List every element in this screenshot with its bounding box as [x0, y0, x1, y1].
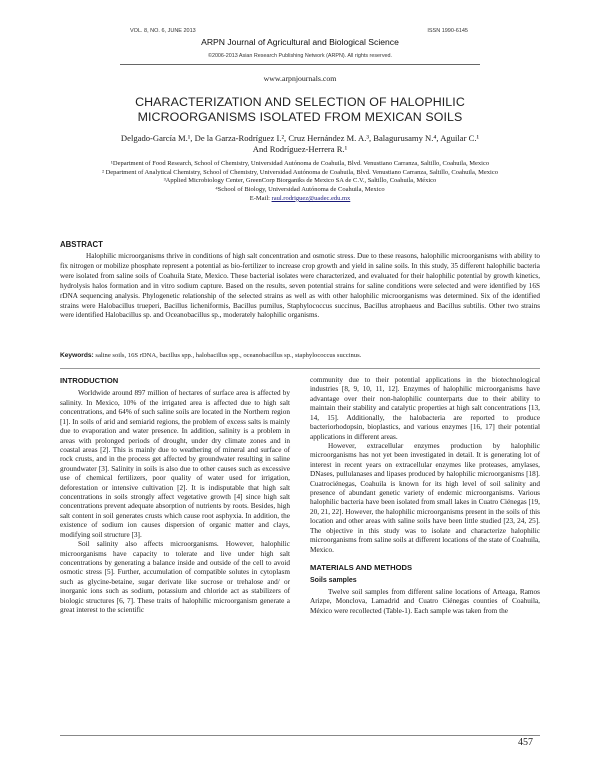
intro-paragraph-4: However, extracellular enzymes production by halophilic microorganisms has not yet been investigated in detail. It is generating lot of interest in recent years on extracellular enzymes like proteases, amylases, DNases, pullulanases and lipases produced by halophilic microorganisms [18]. Cuatrociénegas, Coahuila is known for its high level of soil salinity and presence of abundant genetic variety of endemic microorganisms. Various halophilic bacteria have been isolated from small lakes in Cuatro Ciénegas [19, 20, 21, 22]. However, the halophilic microorganisms present in the soils of this location and other areas with saline soils have been little studied [23, 24, 25]. The objective in this study was to isolate and characterize halophilic microorganisms from saline soils at different locations of the state of Coahuila, Mexico. [310, 441, 540, 554]
volume-info: VOL. 8, NO. 6, JUNE 2013 [130, 28, 196, 34]
issn: ISSN 1990-6145 [427, 28, 468, 34]
journal-name: ARPN Journal of Agricultural and Biological Science [201, 37, 399, 47]
affiliation-1: ¹Department of Food Research, School of Chemistry, Universidad Autónoma de Coahuila, Blvd. Venustiano Carranza, Saltillo, Coahuila, Mexico [110, 160, 490, 167]
email-label: E-Mail: [249, 194, 270, 202]
keywords-line [60, 352, 540, 359]
abstract-body: Halophilic microorganisms thrive in conditions of high salt concentration and osmotic stress. Due to these reasons, halophilic microorganisms with ability to fix nitrogen or mobilize phosphate represent a potential as bio-fertilizer to increase crop growth and yield in saline soils. In this study, 35 different halophilic bacteria were isolated from saline soils of Coahuila State, Mexico. These bacterial isolates were characterized, and evaluated for their halophilic potential by growth kinetics, hydrolysis halos formation and in vitro sodium capture. Based on the results, seven potential strains for saline conditions were selected and were identified by 16S rDNA sequencing analysis. Phylogenetic relationship of the selected strains as well as with other halophilic microorganisms was determined. Six of the identified strains were Halobacillus trueperi, Bacillus licheniformis, Bacillus pumilus, Staphylococcus succinus, Bacillus atrophaeus and Bacillus subtilis. Other two strains were identified Halobacillus sp. and Oceanobacillus sp., moderately halophilic organisms. [60, 252, 540, 320]
affiliation-2: ² Department of Analytical Chemistry, School of Chemistry, Universidad Autónoma de Coahuila, Blvd. Venustiano Carranza, Saltillo, Coahuila, Mexico [102, 168, 498, 176]
paper-title [60, 95, 540, 124]
email-link[interactable]: raul.rodriguez@uadec.edu.mx [271, 194, 351, 202]
intro-paragraph-3: community due to their potential applications in the biotechnological industries [8, 9, 10, 11, 12]. Enzymes of halophilic microorganisms have advantage over their non-halophilic counterparts due to their ability to maintain their stability and catalytic properties at high salt concentrations [13, 14, 15]. Additionally, the halobacteria are reported to produce bacteriorhodopsin, bioplastics, and various enzymes [16, 17] their potential applications in different areas. [310, 376, 540, 441]
authors-line-2: And Rodríguez-Herrera R.¹ [252, 144, 348, 154]
section-gap [310, 555, 540, 563]
running-header [130, 28, 468, 34]
methods-heading: MATERIALS AND METHODS [310, 563, 413, 573]
introduction-heading: INTRODUCTION [60, 376, 119, 385]
page-number: 457 [518, 737, 533, 748]
soil-samples-heading: Soils samples [310, 577, 357, 585]
copyright-notice: ©2006-2013 Asian Research Publishing Network (ARPN). All rights reserved. [207, 53, 393, 59]
left-column [60, 376, 290, 616]
intro-paragraph-2: Soil salinity also affects microorganisms. However, halophilic microorganisms have capacity to tolerate and live under high salt concentrations by generating a balance inside and outside of the cell to avoid osmotic stress [5]. Further, accumulation of compatible solutes in cytoplasm such as glycine-betaine, sugar derivate like sucrose or trehalose and/ or inorganic ions such as sodium, potassium and chloride act as stabilizers of biologic structures [6, 7]. These traits of halophilic microorganism generate a great interest to the scientific [60, 540, 290, 615]
contact-email-line [60, 195, 540, 204]
intro-paragraph-1: Worldwide around 897 million of hectares of surface area is affected by salinity. In Mexico, 10% of the irrigated area is affected due to high salt concentrations, and 64% of such saline soils are located in the Northern region [1]. In soils of arid and semiarid regions, the problem of excess salts is mainly due to evaporation and water presence. In addition, salinity is a problem in areas with prolonged periods of drought, under dry climate zones and in coastal areas [2]. This is mainly due to weathering of mineral and surface of rock crusts, and in the process get affected by groundwater resulting in saline groundwater [3]. Salinity in soils is also due to other causes such as excessive use of chemical fertilizers, poor quality of water used for irrigation, deforestation or intensive cultivation [2]. It is indisputable that high salt concentrations in soils strongly affect vegetative growth [4] since high salt concentrations prevent adequate absorption of nutrients by roots. Besides, high salt content in soil generates crusts which cause root asphyxia. In addition, the existence of sodium ion causes dispersion of organic matter and clays, modifying soil structure [3]. [60, 389, 290, 539]
right-column [310, 376, 540, 616]
title-line-2: MICROORGANISMS ISOLATED FROM MEXICAN SOILS [137, 109, 463, 124]
title-line-1: CHARACTERIZATION AND SELECTION OF HALOPHILIC [135, 95, 465, 109]
header-divider [120, 64, 480, 65]
methods-paragraph-1: Twelve soil samples from different saline locations of Arteaga, Ramos Arizpe, Monclova, Lamadrid and Cuatro Ciénegas counties of Coahuila, México were recollected (Table-1). Each sample was taken from the [310, 587, 540, 615]
journal-website[interactable]: www.arpnjournals.com [263, 74, 337, 83]
keywords-label: Keywords: [60, 352, 94, 359]
keywords-divider [60, 368, 540, 369]
footer-divider [60, 735, 540, 736]
affiliation-3: ³Applied Microbiology Center, GreenCorp Biorganiks de Mexico SA de C.V., Saltillo, Coahuila, México [163, 177, 437, 185]
abstract-heading: ABSTRACT [60, 240, 103, 249]
keywords-text: saline soils, 16S rDNA, bacillus spp., halobacillus spp., oceanobacillus sp., staphylococcus succinus. [95, 352, 362, 359]
affiliation-4: ⁴School of Biology, Universidad Autónoma de Coahuila, Mexico [215, 186, 385, 194]
author-list [70, 133, 530, 155]
authors-line-1: Delgado-García M.¹, De la Garza-Rodríguez I.², Cruz Hernández M. A.³, Balagurusamy N.⁴, Aguilar C.¹ [120, 133, 480, 143]
affiliations [60, 160, 540, 204]
